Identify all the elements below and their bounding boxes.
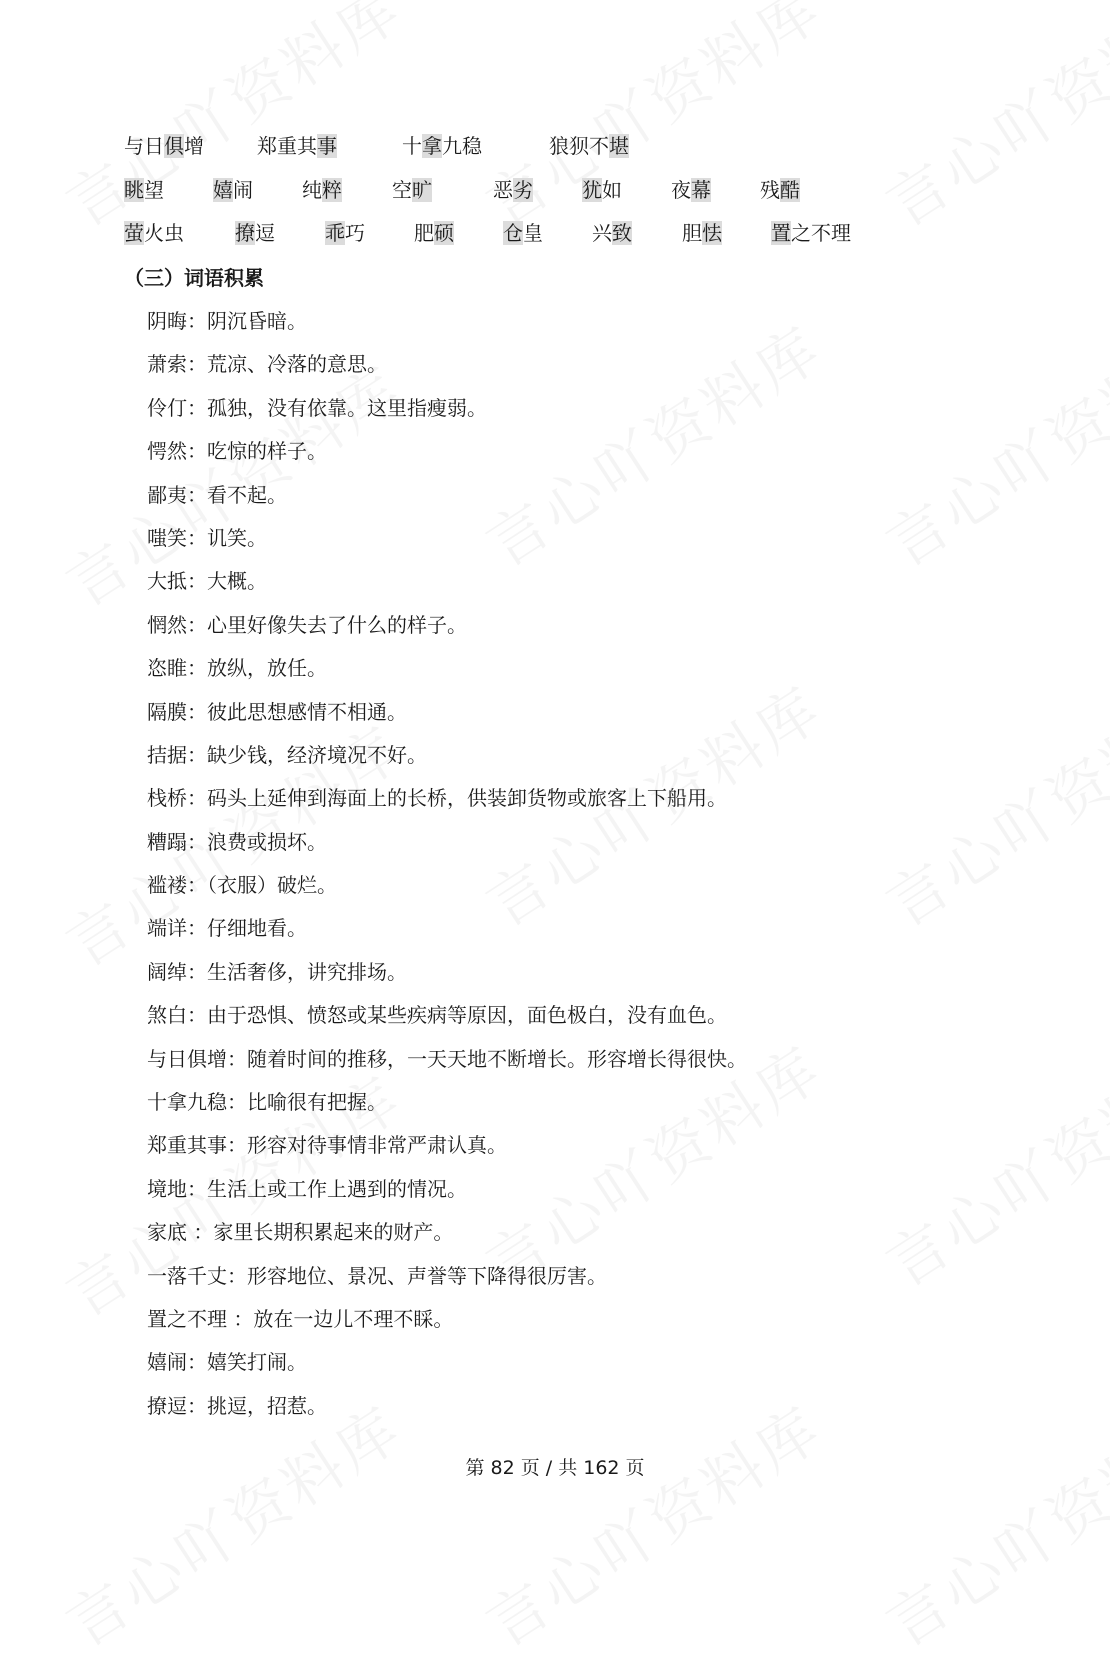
vocab-word [124, 218, 184, 248]
definition-item: 置之不理 ：放在一边儿不理不睬。 [147, 1306, 454, 1331]
definition-list [147, 306, 747, 1434]
word-part: 空 [392, 178, 412, 202]
vocab-word [493, 175, 533, 205]
word-part: 皇 [523, 221, 543, 245]
word-part: 闹 [233, 178, 253, 202]
definition-item: 拮据：缺少钱，经济境况不好。 [147, 742, 427, 767]
watermark-text [868, 302, 1110, 583]
highlighted-char: 俱 [164, 134, 184, 158]
word-part: 郑重其 [257, 134, 317, 158]
vocab-word [213, 175, 253, 205]
vocab-word [414, 218, 454, 248]
definition-item: 糟蹋：浪费或损坏。 [147, 829, 327, 854]
definition-item: 端详：仔细地看。 [147, 916, 307, 941]
definition-item: 恣睢：放纵，放任。 [147, 656, 327, 681]
highlighted-char: 萤 [124, 221, 144, 245]
vocab-word [124, 175, 164, 205]
watermark-text [868, 1382, 1110, 1663]
vocab-word [392, 175, 432, 205]
highlighted-char: 旷 [412, 178, 432, 202]
word-part: 兴 [592, 221, 612, 245]
definition-item: 愕然：吃惊的样子。 [147, 439, 327, 464]
word-part: 火虫 [144, 221, 184, 245]
definition-item: 惘然：心里好像失去了什么的样子。 [147, 612, 467, 637]
word-part: 如 [602, 178, 622, 202]
definition-item: 十拿九稳：比喻很有把握。 [147, 1090, 387, 1115]
word-part: 残 [760, 178, 780, 202]
highlighted-char: 乖 [325, 221, 345, 245]
vocab-word [302, 175, 342, 205]
definition-item: 阴晦：阴沉昏暗。 [147, 309, 307, 333]
definition-item: 大抵：大概。 [147, 569, 267, 594]
vocab-word [402, 131, 482, 161]
watermark-text [48, 0, 417, 244]
highlighted-char: 眺 [124, 178, 144, 202]
word-part: 纯 [302, 178, 322, 202]
vocab-word [257, 131, 337, 161]
word-part: 之不理 [791, 221, 851, 245]
word-part: 逗 [255, 221, 275, 245]
vocab-word [549, 131, 629, 161]
definition-item: 鄙夷：看不起。 [147, 482, 287, 507]
highlighted-char: 硕 [434, 221, 454, 245]
highlighted-char: 粹 [322, 178, 342, 202]
watermark-text [868, 0, 1110, 244]
word-part: 与日 [124, 134, 164, 158]
word-part: 十 [402, 134, 422, 158]
highlighted-char: 堪 [609, 134, 629, 158]
word-part: 恶 [493, 178, 513, 202]
vocab-word [325, 218, 365, 248]
highlighted-char: 仓 [503, 221, 523, 245]
word-part: 巧 [345, 221, 365, 245]
word-part: 增 [184, 134, 204, 158]
definition-item: 嗤笑：讥笑。 [147, 525, 267, 550]
watermark-text [868, 1022, 1110, 1303]
highlighted-char: 致 [612, 221, 632, 245]
page-footer: 第 82 页 / 共 162 页 [465, 1457, 645, 1479]
word-part: 望 [144, 178, 164, 202]
definition-item: 褴褛：（衣服）破烂。 [147, 873, 337, 898]
watermark-text [468, 0, 837, 244]
definition-item: 与日俱增：随着时间的推移，一天天地不断增长。形容增长得很快。 [147, 1046, 747, 1071]
definition-item: 境地：生活上或工作上遇到的情况。 [147, 1176, 467, 1201]
highlighted-char: 劣 [513, 178, 533, 202]
word-part: 肥 [414, 221, 434, 245]
definition-item: 嬉闹：嬉笑打闹。 [147, 1350, 307, 1375]
vocab-word [124, 131, 204, 161]
vocab-word [771, 218, 851, 248]
word-part: 狼狈不 [549, 134, 609, 158]
vocab-word [503, 218, 543, 248]
vocab-word [592, 218, 632, 248]
watermark-text [868, 662, 1110, 943]
vocab-word [235, 218, 275, 248]
highlighted-char: 拿 [422, 134, 442, 158]
section-title: （三）词语积累 [124, 266, 264, 290]
vocab-word [682, 218, 722, 248]
word-part: 九稳 [442, 134, 482, 158]
definition-item: 隔膜：彼此思想感情不相通。 [147, 699, 407, 724]
highlighted-char: 嬉 [213, 178, 233, 202]
definition-item: 栈桥：码头上延伸到海面上的长桥，供装卸货物或旅客上下船用。 [147, 786, 727, 811]
definition-item: 撩逗：挑逗，招惹。 [147, 1393, 327, 1418]
definition-item: 伶仃：孤独，没有依靠。这里指瘦弱。 [147, 395, 487, 420]
word-part: 夜 [671, 178, 691, 202]
word-part: 胆 [682, 221, 702, 245]
definition-item: 家底 ：家里长期积累起来的财产。 [147, 1220, 454, 1245]
highlighted-char: 犹 [582, 178, 602, 202]
vocab-word [582, 175, 622, 205]
definition-item: 煞白：由于恐惧、愤怒或某些疾病等原因，面色极白，没有血色。 [147, 1003, 727, 1028]
highlighted-char: 怯 [702, 221, 722, 245]
definition-item: 萧索：荒凉、冷落的意思。 [147, 352, 387, 377]
definition-item: 阔绰：生活奢侈，讲究排场。 [147, 959, 407, 984]
vocab-word [671, 175, 711, 205]
highlighted-char: 事 [317, 134, 337, 158]
highlighted-char: 幕 [691, 178, 711, 202]
highlighted-char: 置 [771, 221, 791, 245]
highlighted-char: 酷 [780, 178, 800, 202]
definition-item: 一落千丈：形容地位、景况、声誉等下降得很厉害。 [147, 1263, 607, 1288]
highlighted-char: 撩 [235, 221, 255, 245]
definition-item: 郑重其事：形容对待事情非常严肃认真。 [147, 1133, 507, 1158]
vocab-word [760, 175, 800, 205]
